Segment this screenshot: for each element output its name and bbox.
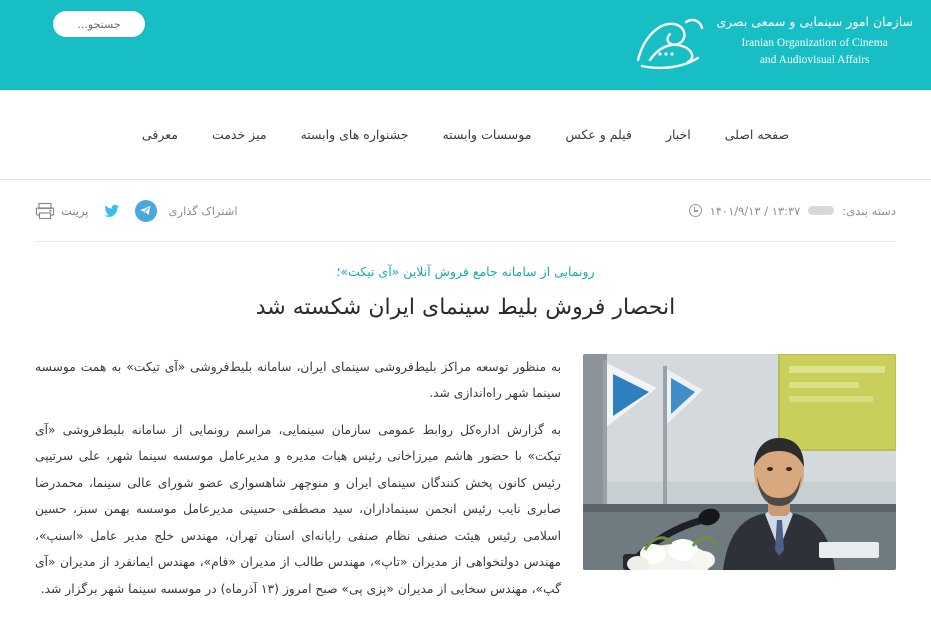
page-title: انحصار فروش بلیط سینمای ایران شکسته شد [255,295,676,320]
nav-item-services-desk[interactable]: میز خدمت [211,127,267,142]
article-kicker: رونمایی از سامانه جامع فروش آنلاین «آی تیکت»؛ [336,264,595,279]
site-brand[interactable] [630,10,913,76]
twitter-icon[interactable] [101,200,123,222]
category-label: دسته بندی: [842,203,896,218]
article-body [35,242,896,612]
search-input[interactable] [53,11,145,37]
nav-item-about[interactable]: معرفی [141,127,178,142]
category-badge[interactable] [808,206,834,215]
share-label: اشتراک گذاری [168,203,238,218]
article-paragraph-2: به گزارش اداره‌کل روابط عمومی سازمان سینمایی، مراسم رونمایی از سامانه بلیط‌فروشی «آی تیکت» با حضور هاشم میرزاخانی رئیس هیات مدیره و مدیرعامل موسسه سینما شهر، علی سرتیپی رئیس کانون پخش کنندگان سینمای ایران و منوچهر شاهسواری عضو شورای عالی سینما، محمدرضا صابری نایب رئیس انجمن سینماداران، سید مصطفی حسینی مدیرعامل موسسه بهمن سبز، حسین اسلامی رئیس هیئت صنفی نظام صنفی رایانه‌ای استان تهران، مهندس خلج مدیر عامل «اسنپ»، مهندس دولتخواهی از مدیران «تاپ»، مهندس طالب از مدیران «فام»، مهندس ایمانفرد از مدیران «آی گپ»، مهندس سخایی از مدیران «پزی پی» صبح امروز (۱۳ آذرماه) در موسسه سینما شهر برگزار شد. [35,422,561,596]
main-navigation [0,90,931,180]
nav-item-home[interactable]: صفحه اصلی [724,127,790,142]
article-meta-right [689,204,896,218]
nav-item-news[interactable]: اخبار [665,127,691,142]
article-content [35,354,896,612]
clock-icon [689,204,702,217]
nav-item-affiliated-institutes[interactable]: موسسات وابسته [442,127,532,142]
nav-list [142,127,789,142]
article-datetime: ۱۳:۳۷ / ۱۴۰۱/۹/۱۳ [709,203,801,218]
article-image [583,354,896,570]
article-paragraph-1: به منظور توسعه مراکز بلیط‌فروشی سینمای ایران، سامانه بلیط‌فروشی «آی تیکت» به همت موسسه سینما شهر راه‌اندازی شد. [35,360,561,401]
article-meta-bar [35,180,896,242]
print-label: پرینت [61,203,89,218]
search-placeholder: جستجو... [77,17,121,31]
site-header [0,0,931,90]
telegram-icon[interactable] [135,200,157,222]
nav-item-media[interactable]: فیلم و عکس [565,127,632,142]
share-controls [35,200,238,222]
brand-name-en-line2: and Audiovisual Affairs [759,53,870,66]
brand-name-en-line1: Iranian Organization of Cinema [741,37,888,50]
article-text [35,354,561,612]
calligraphy-logo-icon [630,10,706,76]
nav-item-affiliated-festivals[interactable]: جشنواره های وابسته [300,127,409,142]
brand-name-fa: سازمان امور سینمایی و سمعی بصری [716,14,913,29]
printer-icon [35,202,55,220]
brand-text-block [716,10,913,68]
print-button[interactable] [35,202,89,220]
